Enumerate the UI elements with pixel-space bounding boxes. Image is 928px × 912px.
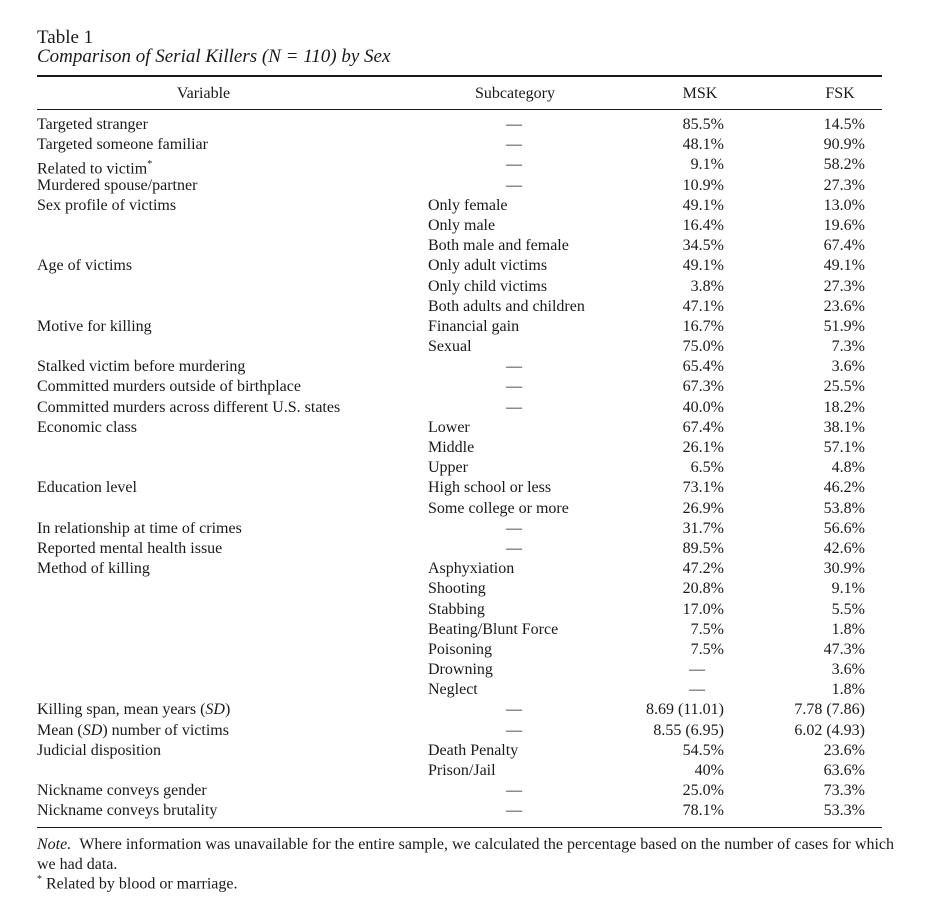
cell-subcategory: Upper <box>428 459 468 477</box>
cell-subcategory: Lower <box>428 418 470 436</box>
cell-variable: Targeted someone familiar <box>37 136 208 154</box>
table-row <box>0 620 928 640</box>
table-title: Table 1 <box>37 27 94 48</box>
cell-subcategory: — <box>506 156 522 174</box>
cell-variable: Committed murders outside of birthplace <box>37 378 301 396</box>
cell-fsk: 7.3% <box>831 338 865 356</box>
cell-fsk: 9.1% <box>831 580 865 598</box>
cell-subcategory: — <box>506 721 522 739</box>
cell-msk: 16.4% <box>682 216 724 234</box>
cell-fsk: 1.8% <box>831 620 865 638</box>
cell-fsk: 23.6% <box>823 297 865 315</box>
cell-fsk: 6.02 (4.93) <box>794 721 865 739</box>
cell-msk: 10.9% <box>682 176 724 194</box>
cell-fsk: 23.6% <box>823 741 865 759</box>
cell-fsk: 38.1% <box>823 418 865 436</box>
table-row <box>0 297 928 317</box>
table-row <box>0 155 928 178</box>
cell-fsk: 1.8% <box>831 681 865 699</box>
cell-subcategory: Drowning <box>428 661 493 679</box>
cell-msk: 25.0% <box>682 782 724 800</box>
cell-msk: 16.7% <box>682 317 724 335</box>
cell-variable: Age of victims <box>37 257 133 275</box>
cell-msk: 17.0% <box>682 600 724 618</box>
cell-variable: Reported mental health issue <box>37 539 223 557</box>
cell-variable: Targeted stranger <box>37 116 148 133</box>
cell-fsk: 63.6% <box>823 762 865 779</box>
cell-subcategory: Only child victims <box>428 277 548 295</box>
cell-subcategory: Only male <box>428 216 496 234</box>
cell-subcategory: — <box>506 701 522 719</box>
cell-subcategory: — <box>506 116 522 133</box>
cell-msk: 7.5% <box>690 620 724 638</box>
cell-variable: Mean (SD) number of victims <box>37 721 229 739</box>
cell-fsk: 3.6% <box>831 358 865 376</box>
cell-fsk: 42.6% <box>823 539 865 557</box>
note-label: Note. <box>37 836 72 853</box>
table-row <box>0 579 928 599</box>
cell-subcategory: — <box>506 378 522 396</box>
table-row <box>0 801 928 821</box>
cell-msk: 49.1% <box>682 257 724 275</box>
table-row <box>0 741 928 761</box>
cell-variable: Nickname conveys gender <box>37 782 207 800</box>
cell-subcategory: Some college or more <box>428 499 569 517</box>
cell-msk: 8.69 (11.01) <box>645 701 724 719</box>
cell-variable: In relationship at time of crimes <box>37 519 242 537</box>
cell-fsk: 19.6% <box>823 216 865 234</box>
cell-msk: 7.5% <box>690 640 724 658</box>
cell-fsk: 90.9% <box>823 136 865 154</box>
cell-msk: 47.1% <box>682 297 724 315</box>
cell-subcategory: — <box>506 136 522 154</box>
cell-msk: 31.7% <box>682 519 724 537</box>
cell-fsk: 4.8% <box>831 459 865 477</box>
cell-fsk: 53.3% <box>823 802 865 820</box>
cell-subcategory: Only adult victims <box>428 257 548 275</box>
cell-fsk: 7.78 (7.86) <box>794 701 865 719</box>
cell-fsk: 49.1% <box>823 257 865 275</box>
cell-msk: — <box>689 661 705 679</box>
cell-msk: 67.3% <box>682 378 724 396</box>
cell-variable: Committed murders across different U.S. states <box>37 398 341 416</box>
top-rule <box>37 75 882 77</box>
table-row <box>0 458 928 478</box>
cell-msk: 40% <box>694 762 724 779</box>
cell-msk: 9.1% <box>690 156 724 174</box>
cell-fsk: 47.3% <box>823 640 865 658</box>
cell-msk: 54.5% <box>682 741 724 759</box>
cell-subcategory: Death Penalty <box>428 741 519 759</box>
cell-fsk: 56.6% <box>823 519 865 537</box>
table-row <box>0 781 928 801</box>
cell-subcategory: High school or less <box>428 479 552 497</box>
cell-subcategory: Shooting <box>428 580 486 598</box>
cell-fsk: 27.3% <box>823 277 865 295</box>
table-row <box>0 600 928 620</box>
cell-msk: 65.4% <box>682 358 724 376</box>
table-row <box>0 539 928 559</box>
cell-fsk: 27.3% <box>823 176 865 194</box>
cell-fsk: 58.2% <box>823 156 865 174</box>
table-row <box>0 640 928 660</box>
table-note <box>37 835 897 875</box>
cell-subcategory: Only female <box>428 196 508 214</box>
cell-fsk: 3.6% <box>831 661 865 679</box>
cell-msk: 40.0% <box>682 398 724 416</box>
cell-fsk: 25.5% <box>823 378 865 396</box>
table-row <box>0 721 928 741</box>
note-text: Where information was unavailable for the entire sample, we calculated the percentage based on the number of cases for which we had data. <box>37 836 894 873</box>
table-row <box>0 499 928 519</box>
cell-subcategory: — <box>506 802 522 820</box>
table-row <box>0 377 928 397</box>
cell-subcategory: — <box>506 782 522 800</box>
cell-subcategory: Asphyxiation <box>428 560 515 578</box>
cell-fsk: 53.8% <box>823 499 865 517</box>
cell-variable: Economic class <box>37 418 137 436</box>
table-row <box>0 559 928 579</box>
table-caption: Comparison of Serial Killers (N = 110) by Sex <box>37 46 391 67</box>
cell-msk: 78.1% <box>682 802 724 820</box>
cell-msk: 67.4% <box>682 418 724 436</box>
cell-variable: Related to victim* <box>37 159 153 178</box>
cell-subcategory: — <box>506 539 522 557</box>
header-variable: Variable <box>176 85 231 102</box>
bottom-rule <box>37 827 882 828</box>
cell-subcategory: Both adults and children <box>428 297 585 315</box>
cell-msk: 26.9% <box>682 499 724 517</box>
table-row <box>0 357 928 377</box>
table-row <box>0 418 928 438</box>
cell-fsk: 18.2% <box>823 398 865 416</box>
cell-msk: 34.5% <box>682 237 724 255</box>
table-row <box>0 660 928 680</box>
cell-fsk: 13.0% <box>823 196 865 214</box>
table-row <box>0 398 928 418</box>
cell-msk: 47.2% <box>682 560 724 578</box>
table-row <box>0 337 928 357</box>
cell-variable: Motive for killing <box>37 317 152 335</box>
table-row <box>0 256 928 276</box>
cell-fsk: 67.4% <box>823 237 865 255</box>
table-body <box>0 115 928 822</box>
cell-subcategory: Financial gain <box>428 317 520 335</box>
table-row <box>0 236 928 256</box>
cell-fsk: 46.2% <box>823 479 865 497</box>
footnote: * Related by blood or marriage. <box>37 874 238 893</box>
cell-variable: Murdered spouse/partner <box>37 176 198 194</box>
cell-subcategory: Poisoning <box>428 640 493 658</box>
cell-variable: Sex profile of victims <box>37 196 177 214</box>
cell-msk: 8.55 (6.95) <box>653 721 724 739</box>
cell-variable: Killing span, mean years (SD) <box>37 701 231 719</box>
cell-msk: 20.8% <box>682 580 724 598</box>
header-msk: MSK <box>682 85 718 102</box>
cell-variable: Method of killing <box>37 560 150 578</box>
cell-fsk: 14.5% <box>823 116 865 133</box>
header-subcategory: Subcategory <box>475 85 555 102</box>
cell-fsk: 73.3% <box>823 782 865 800</box>
cell-msk: 89.5% <box>682 539 724 557</box>
cell-msk: — <box>689 681 705 699</box>
cell-fsk: 5.5% <box>831 600 865 618</box>
table-row <box>0 196 928 216</box>
cell-msk: 3.8% <box>690 277 724 295</box>
table-row <box>0 438 928 458</box>
table-row <box>0 519 928 539</box>
cell-msk: 85.5% <box>682 116 724 133</box>
table-row <box>0 478 928 498</box>
cell-msk: 48.1% <box>682 136 724 154</box>
table-row <box>0 680 928 700</box>
cell-msk: 6.5% <box>690 459 724 477</box>
cell-subcategory: Beating/Blunt Force <box>428 620 559 638</box>
cell-subcategory: Sexual <box>428 338 472 356</box>
table-row <box>0 277 928 297</box>
cell-subcategory: Prison/Jail <box>428 762 496 779</box>
cell-subcategory: — <box>506 519 522 537</box>
cell-msk: 26.1% <box>682 439 724 456</box>
cell-variable: Judicial disposition <box>37 741 161 759</box>
table-row <box>0 135 928 155</box>
table-row <box>0 216 928 236</box>
cell-variable: Nickname conveys brutality <box>37 802 218 820</box>
cell-subcategory: Both male and female <box>428 237 569 255</box>
cell-msk: 49.1% <box>682 196 724 214</box>
table-row <box>0 700 928 720</box>
cell-subcategory: — <box>506 176 522 194</box>
cell-fsk: 30.9% <box>823 560 865 578</box>
cell-msk: 73.1% <box>682 479 724 497</box>
cell-subcategory: Middle <box>428 439 475 456</box>
table-row <box>0 317 928 337</box>
header-rule <box>37 109 882 110</box>
table-row <box>0 115 928 135</box>
table-row <box>0 176 928 196</box>
cell-subcategory: — <box>506 398 522 416</box>
cell-subcategory: Stabbing <box>428 600 485 618</box>
cell-fsk: 57.1% <box>823 439 865 456</box>
cell-variable: Stalked victim before murdering <box>37 358 246 376</box>
cell-msk: 75.0% <box>682 338 724 356</box>
table-row <box>0 761 928 781</box>
cell-subcategory: — <box>506 358 522 376</box>
cell-fsk: 51.9% <box>823 317 865 335</box>
cell-subcategory: Neglect <box>428 681 478 699</box>
cell-variable: Education level <box>37 479 137 497</box>
header-fsk: FSK <box>825 85 855 102</box>
